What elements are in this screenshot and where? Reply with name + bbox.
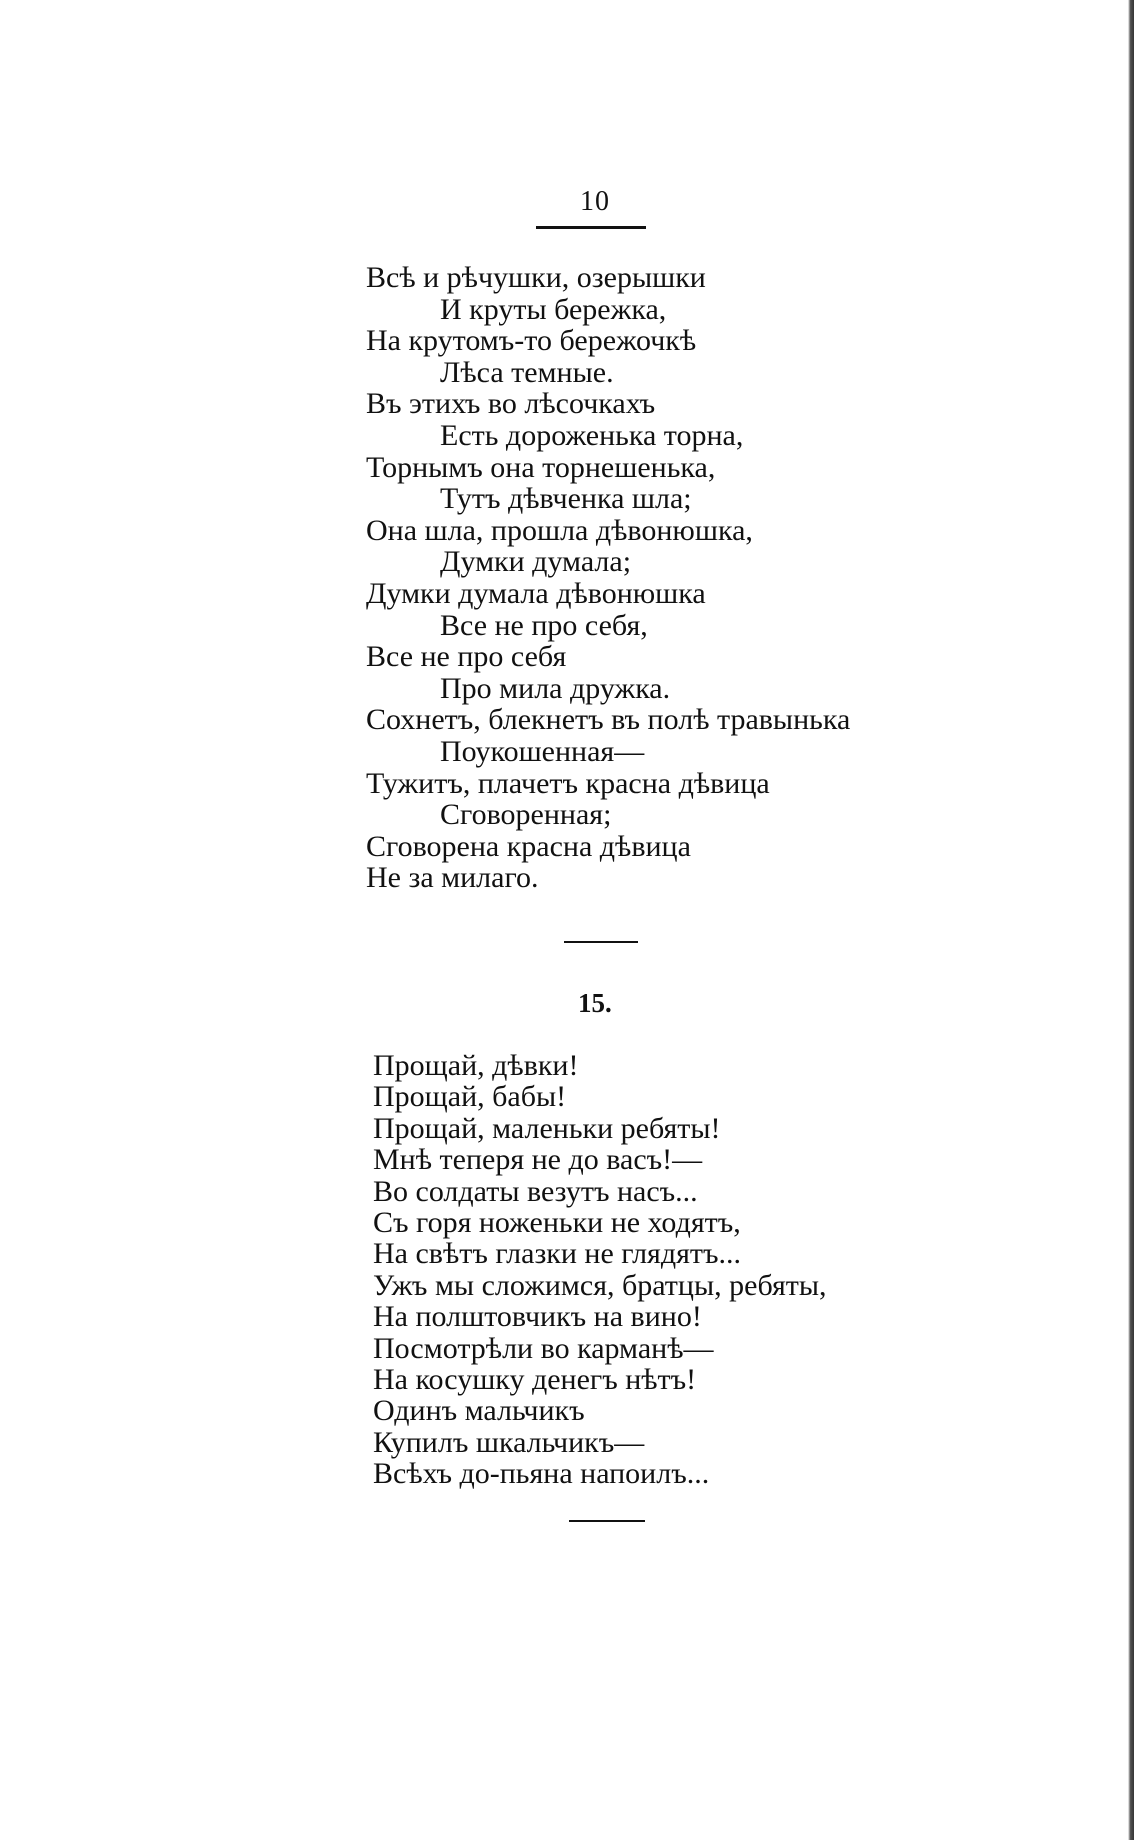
poem-line: Про мила дружка. — [440, 671, 671, 705]
poem-line: Прощай, дѣвки! — [373, 1049, 579, 1082]
poem-line: На свѣтъ глазки не глядятъ... — [373, 1237, 742, 1271]
poem-line: Не за милаго. — [366, 861, 539, 895]
page-edge-shadow — [1128, 0, 1134, 1840]
poem-line: Думки думала дѣвонюшка — [366, 576, 706, 610]
poem-15 — [0, 1049, 827, 1491]
poem-line: Купилъ шкальчикъ— — [373, 1425, 645, 1459]
poem-line: Во солдаты везутъ насъ... — [373, 1174, 698, 1208]
poem-line: Она шла, прошла дѣвонюшка, — [366, 513, 753, 547]
poem-line: Ужъ мы сложимся, братцы, ребяты, — [373, 1268, 827, 1302]
poem-line: На полштовчикъ на вино! — [373, 1300, 702, 1334]
header-rule — [536, 226, 646, 229]
poem-line: На косушку денегъ нѣтъ! — [373, 1362, 697, 1396]
poem-line: Лѣса темные. — [440, 355, 614, 389]
poem-line: Прощай, маленьки ребяты! — [373, 1111, 721, 1145]
poem-line: Посмотрѣли во карманѣ— — [373, 1331, 714, 1365]
poem-line: Торнымъ она торнешенька, — [366, 450, 716, 484]
end-divider — [569, 1520, 645, 1522]
poem-line: Тутъ дѣвченка шла; — [440, 482, 692, 516]
poem-line: Сохнетъ, блекнетъ въ полѣ травынька — [366, 703, 851, 737]
poem-line: Думки думала; — [440, 545, 632, 579]
poem-line: Одинъ мальчикъ — [373, 1394, 585, 1428]
poem-line: Сговорена красна дѣвица — [366, 829, 691, 863]
poem-line: Съ горя ноженьки не ходятъ, — [373, 1205, 741, 1239]
poem-line: На крутомъ-то бережочкѣ — [366, 324, 697, 358]
poem-line: Мнѣ теперя не до васъ!— — [373, 1143, 703, 1177]
page-number: 10 — [580, 186, 610, 217]
poem-line: Всѣ и рѣчушки, озерышки — [366, 261, 706, 294]
poem-line: Поукошенная— — [440, 734, 645, 768]
poem-line: Все не про себя — [366, 640, 567, 674]
section-divider — [564, 941, 638, 943]
poem-line: Сговоренная; — [440, 798, 612, 832]
poem-line: Есть дороженька торна, — [440, 418, 744, 452]
poem-line: Тужитъ, плачетъ красна дѣвица — [366, 766, 770, 800]
poem-line: И круты бережка, — [440, 292, 667, 326]
poem-line: Всѣхъ до-пьяна напоилъ... — [373, 1457, 710, 1491]
poem-14 — [0, 261, 851, 895]
poem-line: Все не про себя, — [440, 608, 648, 642]
section-number: 15. — [578, 988, 612, 1018]
poem-line: Прощай, бабы! — [373, 1080, 567, 1114]
poem-line: Въ этихъ во лѣсочкахъ — [366, 387, 656, 421]
